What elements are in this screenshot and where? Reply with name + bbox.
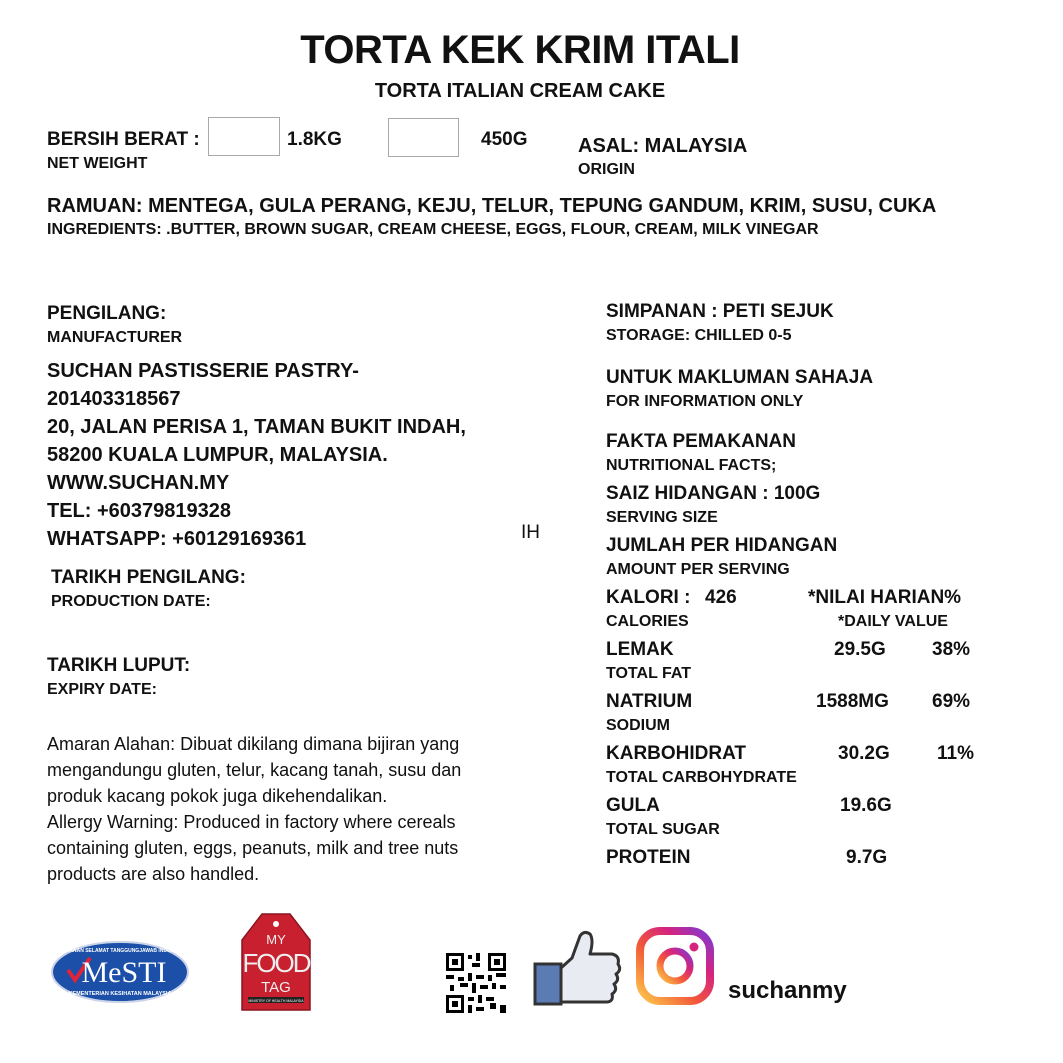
nutrient-protein-ms: PROTEIN	[606, 847, 691, 868]
production-date-label-ms: TARIKH PENGILANG:	[51, 567, 246, 588]
allergy-line: Allergy Warning: Produced in factory where cereals	[47, 812, 456, 832]
weight-option-450g: 450G	[481, 129, 528, 150]
thumbs-up-icon	[532, 930, 622, 1008]
ingredients-ms: RAMUAN: MENTEGA, GULA PERANG, KEJU, TELUR, TEPUNG GANDUM, KRIM, SUSU, CUKA	[47, 195, 937, 217]
net-weight-label-ms: BERSIH BERAT :	[47, 129, 200, 150]
manufacturer-whatsapp: WHATSAPP: +60129169361	[47, 528, 307, 550]
ingredients-en: INGREDIENTS: .BUTTER, BROWN SUGAR, CREAM CHEESE, EGGS, FLOUR, CREAM, MILK VINEGAR	[47, 221, 819, 238]
origin-label-en: ORIGIN	[578, 161, 635, 178]
nutrient-fat-dv: 38%	[932, 639, 971, 660]
calories-value: 426	[705, 587, 737, 608]
amount-per-serving-en: AMOUNT PER SERVING	[606, 561, 790, 578]
nutrient-carb-ms: KARBOHIDRAT	[606, 743, 747, 764]
allergy-warning	[47, 731, 517, 887]
manufacturer-label-en: MANUFACTURER	[47, 329, 183, 346]
nutrient-sodium-ms: NATRIUM	[606, 691, 693, 712]
svg-text:FOOD: FOOD	[242, 948, 310, 978]
calories-label-en: CALORIES	[606, 613, 689, 630]
nutrient-sodium-dv: 69%	[932, 691, 971, 712]
nutrient-sugar-amount: 19.6G	[840, 795, 892, 816]
nutrient-protein-amount: 9.7G	[846, 847, 888, 868]
calories-label-ms: KALORI :	[606, 587, 691, 608]
nutrition-heading-ms: FAKTA PEMAKANAN	[606, 431, 796, 452]
product-subtitle: TORTA ITALIAN CREAM CAKE	[374, 80, 666, 102]
svg-text:MAKANAN SELAMAT TANGGUNGJAWAB: MAKANAN SELAMAT TANGGUNGJAWAB INDUSTRI	[58, 948, 182, 954]
svg-text:KEMENTERIAN KESIHATAN MALAYSIA: KEMENTERIAN KESIHATAN MALAYSIA	[68, 991, 172, 997]
nutrient-sugar-ms: GULA	[606, 795, 660, 816]
amount-per-serving-ms: JUMLAH PER HIDANGAN	[606, 535, 838, 556]
nutrient-fat-ms: LEMAK	[606, 639, 674, 660]
expiry-date-label-ms: TARIKH LUPUT:	[47, 655, 191, 676]
daily-value-label-en: *DAILY VALUE	[838, 613, 948, 630]
manufacturer-tel: TEL: +60379819328	[47, 500, 232, 522]
nutrient-sodium-en: SODIUM	[606, 717, 670, 734]
qr-code[interactable]	[446, 953, 506, 1013]
serving-size-ms: SAIZ HIDANGAN : 100G	[606, 483, 821, 504]
allergy-line: Amaran Alahan: Dibuat dikilang dimana bijiran yang	[47, 734, 460, 754]
nutrient-sodium-amount: 1588MG	[816, 691, 889, 712]
weight-checkbox-1-8kg[interactable]	[208, 117, 280, 156]
manufacturer-street: 20, JALAN PERISA 1, TAMAN BUKIT INDAH,	[47, 416, 466, 438]
stray-mark: IH	[521, 522, 540, 543]
info-label-ms: UNTUK MAKLUMAN SAHAJA	[606, 367, 874, 388]
manufacturer-website: WWW.SUCHAN.MY	[47, 472, 230, 494]
allergy-line: produk kacang pokok juga dikehendalikan.	[47, 786, 388, 806]
manufacturer-city: 58200 KUALA LUMPUR, MALAYSIA.	[47, 444, 388, 466]
origin-label-ms: ASAL: MALAYSIA	[578, 135, 748, 157]
manufacturer-reg-no: 201403318567	[47, 388, 181, 410]
net-weight-label-en: NET WEIGHT	[47, 155, 148, 172]
instagram-handle[interactable]: suchanmy	[728, 977, 847, 1004]
svg-text:MINISTRY OF HEALTH MALAYSIA: MINISTRY OF HEALTH MALAYSIA	[248, 999, 304, 1003]
facebook-like-logo[interactable]	[532, 930, 622, 1008]
nutrient-carb-amount: 30.2G	[838, 743, 890, 764]
allergy-line: containing gluten, eggs, peanuts, milk and tree nuts	[47, 838, 459, 858]
nutrient-carb-en: TOTAL CARBOHYDRATE	[606, 769, 797, 786]
svg-text:MeSTI: MeSTI	[81, 956, 167, 989]
expiry-date-label-en: EXPIRY DATE:	[47, 681, 157, 698]
mesti-logo	[50, 940, 190, 1004]
product-title: TORTA KEK KRIM ITALI	[300, 28, 740, 72]
storage-label-ms: SIMPANAN : PETI SEJUK	[606, 301, 834, 322]
storage-label-en: STORAGE: CHILLED 0-5	[606, 327, 792, 344]
nutrient-carb-dv: 11%	[937, 743, 974, 764]
nutrient-fat-amount: 29.5G	[834, 639, 886, 660]
instagram-logo[interactable]	[635, 926, 715, 1006]
nutrition-heading-en: NUTRITIONAL FACTS;	[606, 457, 777, 474]
svg-text:TAG: TAG	[261, 979, 291, 996]
weight-checkbox-450g[interactable]	[388, 118, 459, 157]
weight-option-1-8kg: 1.8KG	[287, 129, 342, 150]
myfoodtag-logo	[240, 912, 312, 1012]
manufacturer-address	[47, 357, 466, 553]
allergy-line: mengandungu gluten, telur, kacang tanah, susu dan	[47, 760, 462, 780]
nutrient-fat-en: TOTAL FAT	[606, 665, 692, 682]
serving-size-en: SERVING SIZE	[606, 509, 718, 526]
svg-text:MY: MY	[266, 932, 286, 947]
mesti-badge-icon	[50, 940, 190, 1004]
qr-code-icon	[446, 953, 506, 1013]
info-label-en: FOR INFORMATION ONLY	[606, 393, 804, 410]
allergy-line: products are also handled.	[47, 864, 260, 884]
production-date-label-en: PRODUCTION DATE:	[51, 593, 211, 610]
instagram-icon	[635, 926, 715, 1006]
manufacturer-label-ms: PENGILANG:	[47, 303, 167, 324]
manufacturer-name: SUCHAN PASTISSERIE PASTRY-	[47, 360, 359, 382]
food-tag-icon	[240, 912, 312, 1012]
daily-value-label-ms: *NILAI HARIAN%	[808, 587, 962, 608]
nutrient-sugar-en: TOTAL SUGAR	[606, 821, 720, 838]
